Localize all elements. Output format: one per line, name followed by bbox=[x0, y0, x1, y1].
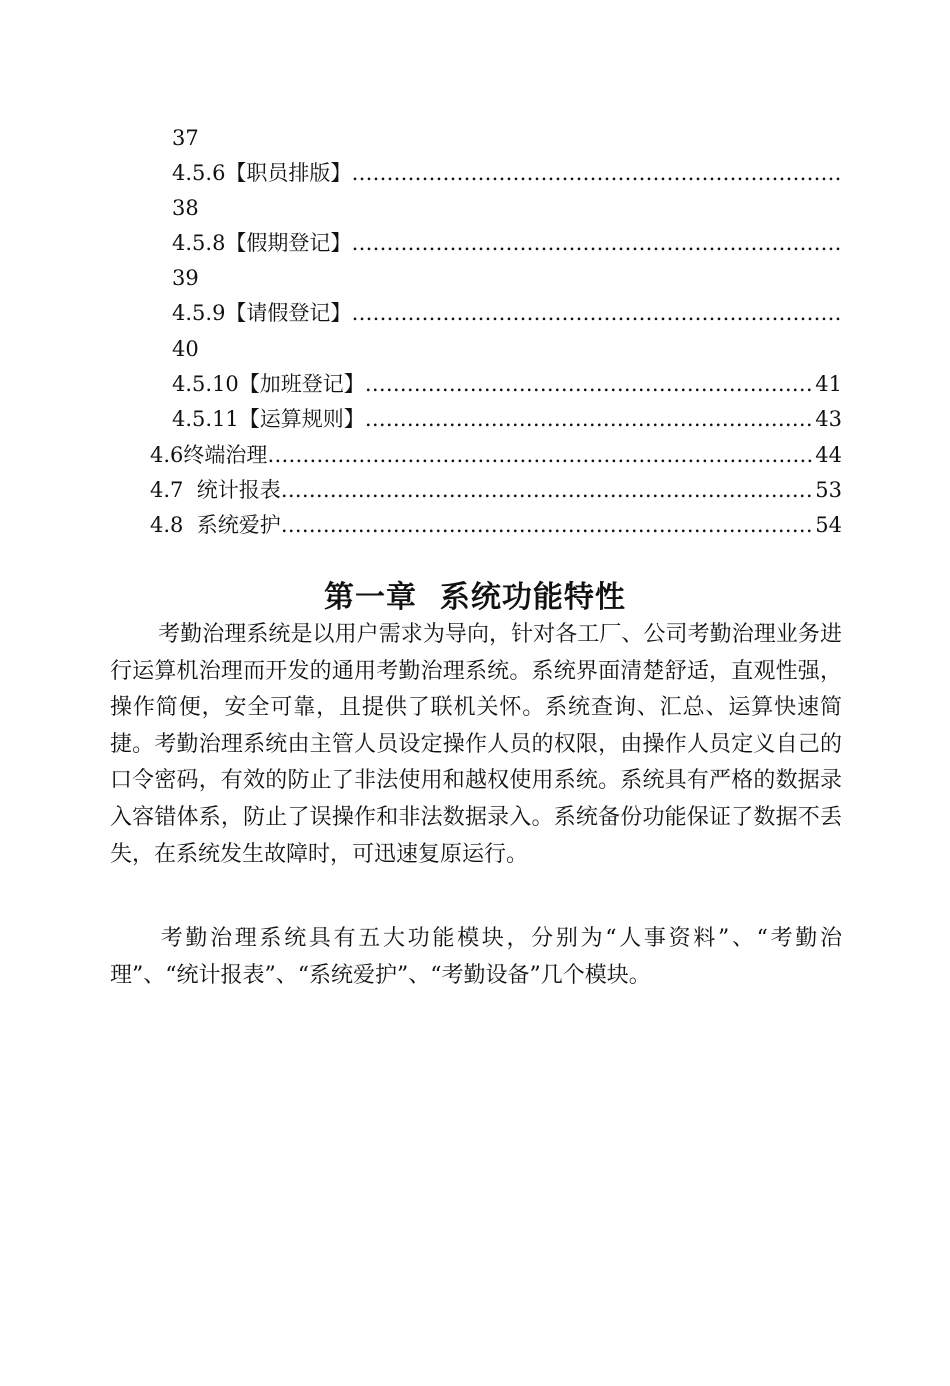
toc-leader-dots bbox=[365, 405, 815, 433]
toc-leader-dots bbox=[281, 511, 816, 539]
toc-entry[interactable] bbox=[172, 370, 842, 398]
toc-entry[interactable] bbox=[150, 441, 842, 469]
toc-leader-dots bbox=[281, 476, 816, 504]
chapter-title: 第一章 系统功能特性 bbox=[324, 580, 626, 615]
paragraph-text: 考勤治理系统具有五大功能模块，分别为“人事资料”、“考勤治理”、“统计报表”、“系统爱护”、“考勤设备”几个模块。 bbox=[110, 926, 842, 988]
toc-leader-dots bbox=[351, 299, 840, 327]
toc-entry[interactable] bbox=[172, 405, 842, 433]
toc-entry-title: 4.5.8【假期登记】 bbox=[172, 231, 352, 255]
toc-entry-page: 54 bbox=[815, 513, 842, 537]
toc-leader-dots bbox=[351, 159, 840, 187]
toc-page-number: 37 bbox=[172, 126, 199, 150]
toc-entry[interactable] bbox=[172, 229, 840, 257]
toc-entry-title: 4.5.6【职员排版】 bbox=[172, 161, 352, 185]
toc-entry-title: 4.7 统计报表 bbox=[150, 478, 281, 502]
toc-entry[interactable] bbox=[150, 476, 842, 504]
toc-entry-title: 4.6终端治理 bbox=[150, 443, 268, 467]
toc-entry[interactable] bbox=[172, 159, 840, 187]
toc-entry[interactable] bbox=[150, 511, 842, 539]
toc-page-number: 38 bbox=[172, 196, 199, 220]
toc-leader-dots bbox=[267, 441, 815, 469]
toc-entry-page: 41 bbox=[815, 372, 842, 396]
toc-entry-title: 4.5.9【请假登记】 bbox=[172, 301, 352, 325]
toc-entry-title: 4.5.10【加班登记】 bbox=[172, 372, 365, 396]
body-paragraph bbox=[110, 617, 842, 873]
toc-entry-title: 4.5.11【运算规则】 bbox=[172, 407, 365, 431]
toc-entry-page: 43 bbox=[815, 407, 842, 431]
toc-leader-dots bbox=[365, 370, 815, 398]
toc-page-number: 39 bbox=[172, 266, 199, 290]
body-paragraph bbox=[110, 921, 842, 994]
toc-entry-page: 53 bbox=[815, 478, 842, 502]
toc-entry[interactable] bbox=[172, 299, 840, 327]
toc-page-number: 40 bbox=[172, 337, 199, 361]
paragraph-text: 考勤治理系统是以用户需求为导向，针对各工厂、公司考勤治理业务进行运算机治理而开发的通用考勤治理系统。系统界面清楚舒适，直观性强，操作简便，安全可靠，且提供了联机关怀。系统查询、汇总、运算快速简捷。考勤治理系统由主管人员设定操作人员的权限，由操作人员定义自己的口令密码，有效的防止了非法使用和越权使用系统。系统具有严格的数据录入容错体系，防止了误操作和非法数据录入。系统备份功能保证了数据不丢失，在系统发生故障时，可迅速复原运行。 bbox=[110, 622, 842, 867]
toc-leader-dots bbox=[351, 229, 840, 257]
toc-entry-title: 4.8 系统爱护 bbox=[150, 513, 281, 537]
toc-entry-page: 44 bbox=[815, 443, 842, 467]
